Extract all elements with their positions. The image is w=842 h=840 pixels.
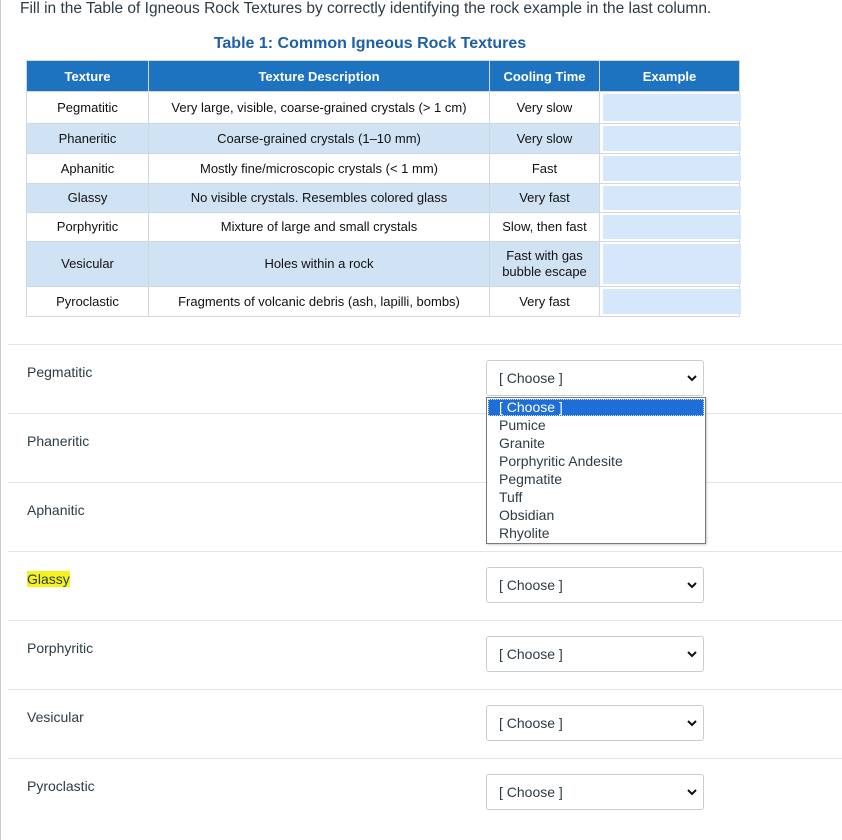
texture-cell: Vesicular <box>27 242 149 287</box>
dropdown-option[interactable]: Porphyritic Andesite <box>499 453 623 469</box>
header-example: Example <box>600 61 740 92</box>
table-row <box>27 92 740 124</box>
select-pegmatitic[interactable] <box>486 360 704 396</box>
select-value: [ Choose ] <box>499 370 563 386</box>
cooling-cell: Very fast <box>490 287 600 317</box>
table-row <box>27 124 740 154</box>
row-divider <box>8 689 842 690</box>
select-value: [ Choose ] <box>499 646 563 662</box>
chevron-down-icon <box>687 718 697 728</box>
select-value: [ Choose ] <box>499 784 563 800</box>
row-divider <box>8 344 842 345</box>
question-label-glassy: Glassy <box>27 571 70 587</box>
example-answer-box <box>603 186 741 210</box>
page-left-border <box>0 0 1 840</box>
chevron-down-icon <box>687 787 697 797</box>
table-row <box>27 154 740 184</box>
dropdown-option[interactable]: Tuff <box>499 489 523 505</box>
dropdown-option[interactable]: [ Choose ] <box>488 399 704 416</box>
question-label-vesicular: Vesicular <box>27 709 84 725</box>
chevron-down-icon <box>687 373 697 383</box>
select-porphyritic[interactable] <box>486 636 704 672</box>
cooling-cell: Very slow <box>490 92 600 124</box>
table-row <box>27 242 740 287</box>
example-cell <box>600 213 740 242</box>
description-cell: Fragments of volcanic debris (ash, lapilli, bombs) <box>149 287 490 317</box>
description-cell: Mostly fine/microscopic crystals (< 1 mm) <box>149 154 490 184</box>
example-answer-box <box>603 215 741 239</box>
example-answer-box <box>603 126 741 151</box>
igneous-textures-table <box>26 60 740 317</box>
table-row <box>27 213 740 242</box>
dropdown-option[interactable]: Granite <box>499 435 545 451</box>
texture-cell: Aphanitic <box>27 154 149 184</box>
description-cell: No visible crystals. Resembles colored glass <box>149 184 490 213</box>
cooling-cell: Very slow <box>490 124 600 154</box>
texture-cell: Pegmatitic <box>27 92 149 124</box>
example-cell <box>600 242 740 287</box>
question-label-porphyritic: Porphyritic <box>27 640 94 656</box>
select-value: [ Choose ] <box>499 577 563 593</box>
header-description: Texture Description <box>149 61 490 92</box>
chevron-down-icon <box>687 649 697 659</box>
select-value: [ Choose ] <box>499 715 563 731</box>
example-cell <box>600 184 740 213</box>
dropdown-option[interactable]: Pegmatite <box>499 471 563 487</box>
example-cell <box>600 154 740 184</box>
question-label-pyroclastic: Pyroclastic <box>27 778 95 794</box>
example-answer-box <box>603 244 741 284</box>
texture-cell: Porphyritic <box>27 213 149 242</box>
description-cell: Holes within a rock <box>149 242 490 287</box>
dropdown-options-list[interactable] <box>486 397 706 544</box>
cooling-cell: Fast <box>490 154 600 184</box>
example-cell <box>600 287 740 317</box>
question-label-aphanitic: Aphanitic <box>27 502 85 518</box>
example-answer-box <box>603 156 741 181</box>
description-cell: Mixture of large and small crystals <box>149 213 490 242</box>
row-divider <box>8 758 842 759</box>
description-cell: Very large, visible, coarse-grained crystals (> 1 cm) <box>149 92 490 124</box>
dropdown-option[interactable]: Rhyolite <box>499 525 550 541</box>
table-header-row <box>27 61 740 92</box>
example-answer-box <box>603 94 741 121</box>
description-cell: Coarse-grained crystals (1–10 mm) <box>149 124 490 154</box>
table-row <box>27 287 740 317</box>
row-divider <box>8 620 842 621</box>
texture-cell: Phaneritic <box>27 124 149 154</box>
example-cell <box>600 92 740 124</box>
example-answer-box <box>603 289 741 314</box>
texture-cell: Pyroclastic <box>27 287 149 317</box>
example-cell <box>600 124 740 154</box>
header-cooling-time: Cooling Time <box>490 61 600 92</box>
instruction-text: Fill in the Table of Igneous Rock Textures by correctly identifying the rock example in the last column. <box>20 0 712 17</box>
texture-cell: Glassy <box>27 184 149 213</box>
header-texture: Texture <box>27 61 149 92</box>
cooling-cell: Very fast <box>490 184 600 213</box>
select-glassy[interactable] <box>486 567 704 603</box>
table-row <box>27 184 740 213</box>
row-divider <box>8 551 842 552</box>
dropdown-option[interactable]: Pumice <box>499 417 546 433</box>
select-pyroclastic[interactable] <box>486 774 704 810</box>
cooling-cell: Slow, then fast <box>490 213 600 242</box>
cooling-cell: Fast with gas bubble escape <box>490 242 600 287</box>
dropdown-option[interactable]: Obsidian <box>499 507 555 523</box>
row-divider <box>8 482 842 483</box>
table-caption: Table 1: Common Igneous Rock Textures <box>213 35 527 52</box>
row-divider <box>8 413 842 414</box>
select-vesicular[interactable] <box>486 705 704 741</box>
question-label-phaneritic: Phaneritic <box>27 433 90 449</box>
chevron-down-icon <box>687 580 697 590</box>
question-label-pegmatitic: Pegmatitic <box>27 364 93 380</box>
